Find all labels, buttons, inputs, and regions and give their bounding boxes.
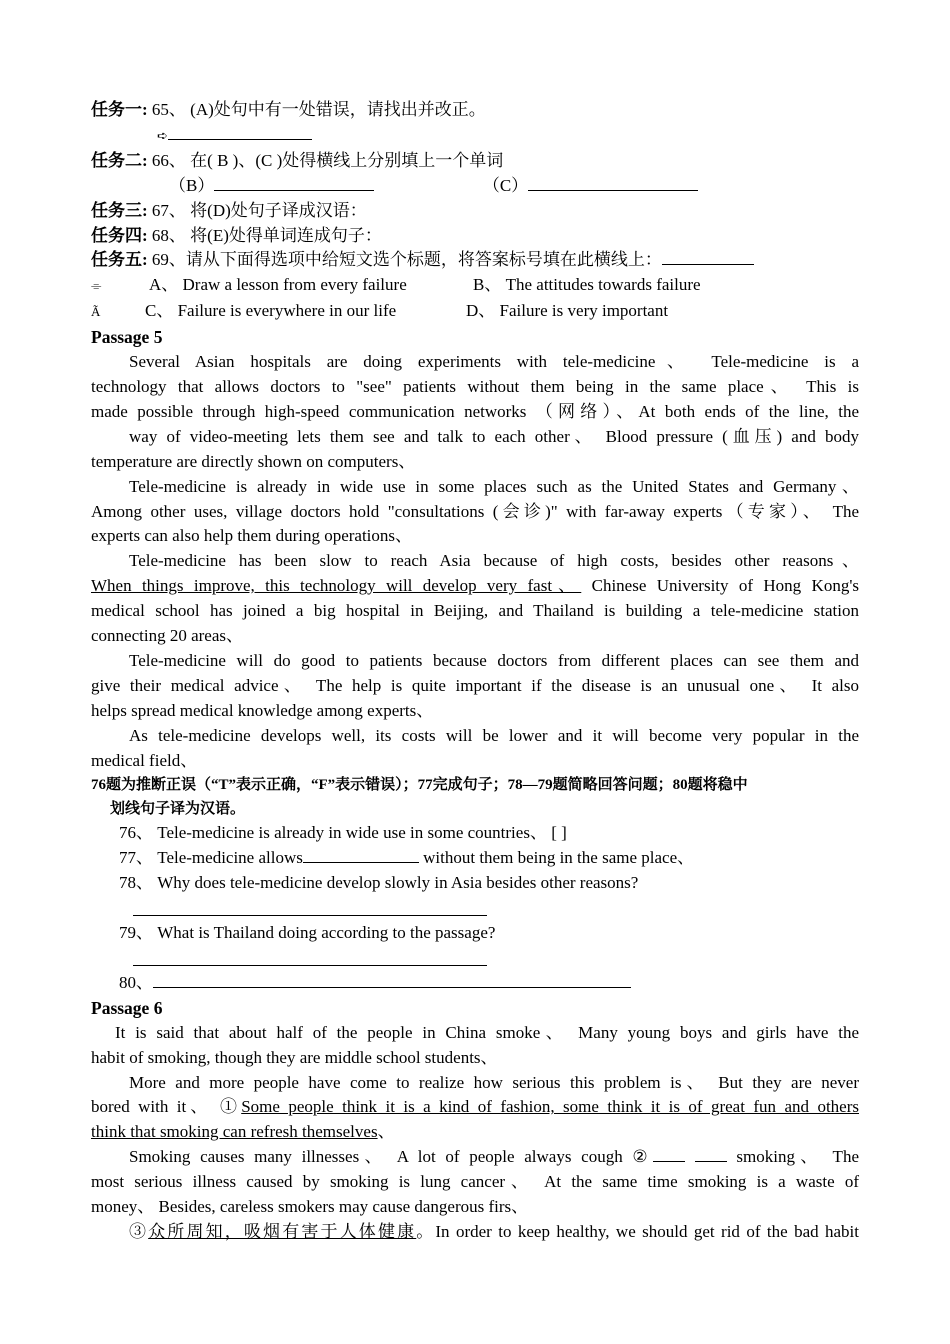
task-5 bbox=[91, 248, 859, 273]
task-3 bbox=[91, 199, 859, 224]
task-1-label: 任务一: bbox=[91, 100, 148, 119]
passage-6-p3-line-3: money、 Besides, careless smokers may cause dangerous firs、 bbox=[91, 1197, 529, 1217]
passage-6-p1-line-2: habit of smoking, though they are middle school students、 bbox=[91, 1047, 498, 1067]
question-78-blank[interactable] bbox=[133, 915, 487, 916]
option-c[interactable]: C、 Failure is everywhere in our life bbox=[145, 301, 397, 321]
question-79-blank[interactable] bbox=[133, 965, 487, 966]
question-77-blank[interactable] bbox=[303, 846, 419, 863]
question-80-number: 80、 bbox=[119, 972, 153, 992]
question-78: 78、 Why does tele-medicine develop slowly in Asia besides other reasons? bbox=[119, 873, 639, 893]
question-77-start: 77、 Tele-medicine allows bbox=[119, 848, 303, 868]
passage-6-p3-line-1-start: Smoking causes many illnesses、 A lot of people always cough ② bbox=[129, 1147, 654, 1167]
passage-5-p5-line-1: As tele-medicine develops well, its costs will be lower and it will become very popular in the bbox=[129, 725, 859, 745]
task-2 bbox=[91, 149, 859, 174]
passage-5-instructions-line-2: 划线句子译为汉语。 bbox=[110, 801, 246, 818]
question-80-blank[interactable] bbox=[153, 971, 631, 988]
question-79-answer-line bbox=[91, 946, 859, 971]
passage-6-p2-line-1: More and more people have come to realize how serious this problem is、 But they are never bbox=[129, 1072, 859, 1092]
passage-6-p4-line-1-mark: ③ bbox=[129, 1221, 149, 1241]
task-4 bbox=[91, 224, 859, 249]
blank-c[interactable] bbox=[528, 174, 698, 191]
passage-6-title: Passage 6 bbox=[91, 997, 163, 1018]
passage-6-p3-line-1-end: smoking、 The bbox=[726, 1147, 859, 1167]
task-4-text: 68、 将(E)处得单词连成句子： bbox=[147, 225, 382, 245]
passage-5-p1-line-1: Several Asian hospitals are doing experiments with tele-medicine、 Tele-medicine is a bbox=[129, 352, 859, 372]
arrow-icon: ➪ bbox=[157, 127, 168, 143]
passage-5-p4-line-2: give their medical advice、 The help is quite important if the disease is an unusual one、 It also bbox=[91, 675, 859, 695]
passage-5-p2-line-2: Among other uses, village doctors hold "consultations (会诊)" with far-away experts（专家）、 The bbox=[91, 501, 859, 521]
passage-6-p4-line-1-rest: 。In order to keep healthy, we should get rid of the bad habit bbox=[416, 1221, 860, 1241]
question-78-answer-line bbox=[91, 896, 859, 921]
task-3-label: 任务三: bbox=[91, 200, 148, 220]
passage-6-underlined-sentence-1: Some people think it is a kind of fashion, some think it is of great fun and others bbox=[241, 1097, 859, 1117]
blank-c-label: （C） bbox=[482, 175, 529, 195]
options-row-1 bbox=[91, 273, 859, 299]
options-row-2 bbox=[91, 299, 859, 325]
passage-5-title: Passage 5 bbox=[91, 327, 163, 348]
task-5-label: 任务五: bbox=[91, 250, 148, 270]
passage-5-p2-line-1: Tele-medicine is already in wide use in some places such as the United States and Germany、 bbox=[129, 476, 859, 496]
blank-b[interactable] bbox=[214, 174, 374, 191]
passage-5-p4-line-3: helps spread medical knowledge among experts、 bbox=[91, 700, 434, 720]
passage-6-p2-line-3 bbox=[91, 1120, 859, 1145]
passage-5-instructions-line-1: 76题为推断正误（“T”表示正确，“F”表示错误）；77完成句子；78—79题简略回答问题；80题将稳中 bbox=[91, 777, 748, 794]
passage-6-p2-line-2 bbox=[91, 1095, 859, 1120]
passage-5-p3-line-4: connecting 20 areas、 bbox=[91, 626, 243, 646]
passage-6-blank-2a[interactable] bbox=[653, 1145, 685, 1162]
passage-6-p4-line-1 bbox=[91, 1220, 859, 1245]
passage-5-p1-line-5: temperature are directly shown on computers、 bbox=[91, 451, 416, 471]
task-5-text: 69、请从下面得选项中给短文选个标题，将答案标号填在此横线上： bbox=[147, 250, 662, 270]
document-page bbox=[91, 98, 859, 1245]
passage-6-underlined-sentence-1-cont: think that smoking can refresh themselves bbox=[91, 1122, 378, 1142]
passage-6-blank-2b[interactable] bbox=[695, 1145, 727, 1162]
question-77-end: without them being in the same place、 bbox=[418, 848, 695, 868]
passage-5-p3-line-1: Tele-medicine has been slow to reach Asia because of high costs, besides other reasons、 bbox=[129, 551, 859, 571]
option-row-2-mark: Ã bbox=[91, 304, 101, 320]
passage-6-p2-line-2-start: bored with it、 ① bbox=[91, 1097, 242, 1117]
passage-5-underlined-sentence: When things improve, this technology will develop very fast、 bbox=[91, 576, 582, 596]
passage-5-p3-line-3: medical school has joined a big hospital in Beijing, and Thailand is building a tele-medicine station bbox=[91, 601, 859, 621]
passage-5-p1-line-3: made possible through high-speed communication networks （网络）、At both ends of the line, the bbox=[91, 401, 859, 421]
option-d[interactable]: D、 Failure is very important bbox=[466, 301, 669, 321]
task-1 bbox=[91, 98, 859, 123]
task-1-blank[interactable] bbox=[168, 123, 312, 140]
passage-5-p2-line-3: experts can also help them during operations、 bbox=[91, 526, 413, 546]
passage-5-p4-line-1: Tele-medicine will do good to patients because doctors from different places can see them and bbox=[129, 650, 859, 670]
passage-5-p1-line-2: technology that allows doctors to "see" patients without them being in the same place、 This is bbox=[91, 376, 859, 396]
task-4-label: 任务四: bbox=[91, 225, 148, 245]
passage-6-p3-line-1 bbox=[91, 1145, 859, 1170]
blank-b-label: （B） bbox=[169, 175, 215, 195]
passage-6-p3-line-2: most serious illness caused by smoking is lung cancer、 At the same time smoking is a waste of bbox=[91, 1172, 859, 1192]
task-2-answer-line bbox=[91, 174, 859, 199]
task-2-label: 任务二: bbox=[91, 150, 148, 170]
passage-5-p3-line-2-rest: Chinese University of Hong Kong's bbox=[581, 576, 859, 596]
question-77 bbox=[91, 846, 859, 871]
task-3-text: 67、 将(D)处句子译成汉语： bbox=[147, 200, 367, 220]
option-a[interactable]: A、 Draw a lesson from every failure bbox=[149, 275, 407, 295]
task-2-text: 66、 在( B )、(C )处得横线上分别填上一个单词 bbox=[147, 150, 504, 170]
passage-5-p1-line-4: way of video-meeting lets them see and talk to each other、 Blood pressure (血压) and body bbox=[129, 426, 859, 446]
passage-6-underlined-sentence-3: 众所周知，吸烟有害于人体健康 bbox=[148, 1221, 417, 1241]
question-79: 79、 What is Thailand doing according to the passage? bbox=[119, 923, 496, 943]
passage-5-p5-line-2: medical field、 bbox=[91, 750, 198, 770]
task-5-blank[interactable] bbox=[662, 248, 754, 265]
passage-6-p2-line-3-rest: 、 bbox=[377, 1122, 395, 1142]
question-80 bbox=[91, 971, 859, 996]
passage-6-p1-line-1: It is said that about half of the people in China smoke、 Many young boys and girls have the bbox=[115, 1022, 859, 1042]
option-row-1-mark: ⌯ bbox=[91, 278, 102, 294]
task-1-text: 65、 (A)处句中有一处错误，请找出并改正。 bbox=[147, 100, 486, 119]
passage-5-p3-line-2 bbox=[91, 574, 859, 599]
option-b[interactable]: B、 The attitudes towards failure bbox=[473, 275, 701, 295]
question-76: 76、 Tele-medicine is already in wide use in some countries、 [ ] bbox=[119, 823, 567, 843]
task-1-answer-line bbox=[91, 123, 859, 149]
